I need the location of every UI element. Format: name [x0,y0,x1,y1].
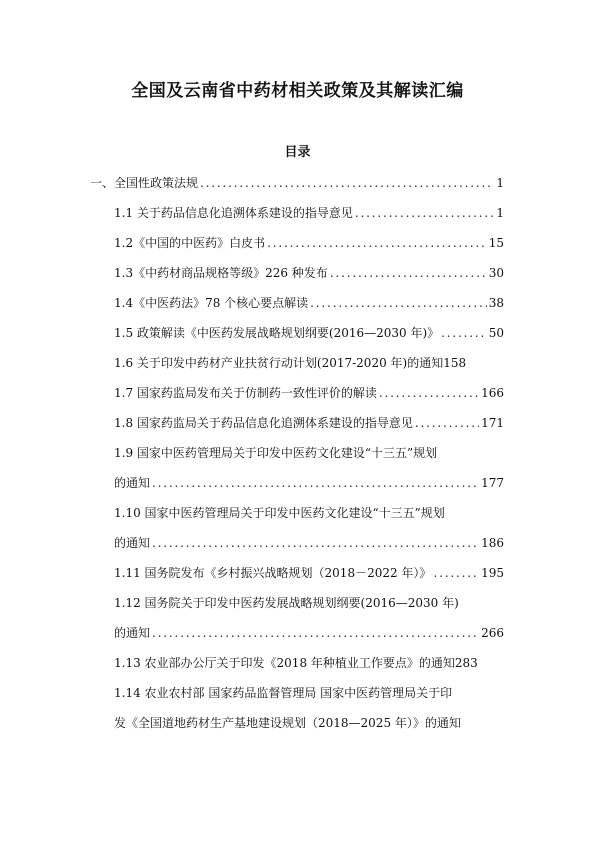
toc-entry-page: 1 [496,176,504,190]
toc-entry-page: 1 [496,206,504,220]
toc-leader [441,323,487,343]
toc-entry-text: 的通知 [114,476,151,490]
toc-entry-text: 发《全国道地药材生产基地建设规划（2018—2025 年）》的通知 [114,716,461,730]
toc-entry[interactable] [114,683,504,703]
toc-leader [267,233,487,253]
toc-entry-text: 1.8 国家药监局关于药品信息化追溯体系建设的指导意见 [114,416,413,430]
toc-leader [310,293,487,313]
toc-entry-text: 1.9 国家中医药管理局关于印发中医药文化建设“十三五”规划 [114,446,438,460]
toc-entry[interactable] [114,443,504,463]
toc-entry-continuation[interactable] [114,623,504,643]
toc-entry-text: 1.6 关于印发中药材产业扶贫行动计划(2017-2020 年)的通知158 [114,356,467,370]
toc-entry-continuation[interactable] [114,473,504,493]
toc-entry-continuation[interactable] [114,713,504,733]
toc-heading: 目录 [284,145,311,160]
toc-entry-text: 1.10 国家中医药管理局关于印发中医药文化建设“十三五”规划 [114,506,445,520]
toc-entry[interactable] [114,233,504,253]
toc-entry[interactable] [114,413,504,433]
toc-entry-page: 177 [481,476,504,490]
toc-entry[interactable] [114,203,504,223]
toc-entry-page: 15 [488,236,504,250]
toc-entry-text: 一、全国性政策法规 [90,176,199,190]
toc-entry-text: 的通知 [114,626,151,640]
toc-entry[interactable] [114,323,504,343]
toc-entry-text: 1.14 农业农村部 国家药品监督管理局 国家中医药管理局关于印 [114,686,453,700]
toc-leader [152,623,479,643]
toc-entry[interactable] [114,653,504,673]
toc-entry[interactable] [90,173,504,193]
toc-entry-page: 50 [488,326,504,340]
toc-entry-page: 38 [488,296,504,310]
toc-entry-page: 186 [481,536,504,550]
toc-entry-text: 1.5 政策解读《中医药发展战略规划纲要(2016—2030 年)》 [114,326,440,340]
toc-entry[interactable] [114,383,504,403]
toc-entry-text: 1.2《中国的中医药》白皮书 [114,236,266,250]
document-title: 全国及云南省中药材相关政策及其解读汇编 [131,81,464,101]
toc-entry-page: 266 [481,626,504,640]
toc-leader [433,563,479,583]
toc-entry-text: 1.12 国务院关于印发中医药发展战略规划纲要(2016—2030 年) [114,596,459,610]
toc-entry-text: 的通知 [114,536,151,550]
toc-leader [152,533,479,553]
toc-leader [152,473,479,493]
toc-entry[interactable] [114,353,504,373]
toc-leader [200,173,494,193]
toc-entry[interactable] [114,593,504,613]
toc-entry-text: 1.7 国家药监局发布关于仿制药一致性评价的解读 [114,386,377,400]
toc-entry-text: 1.3《中药材商品规格等级》226 种发布 [114,266,328,280]
toc-entry[interactable] [114,563,504,583]
toc-entry-text: 1.4《中医药法》78 个核心要点解读 [114,296,309,310]
toc-leader [379,383,479,403]
toc-entry-text: 1.1 关于药品信息化追溯体系建设的指导意见 [114,206,353,220]
toc-entry[interactable] [114,293,504,313]
toc-leader [355,203,494,223]
toc-entry-continuation[interactable] [114,533,504,553]
toc-leader [415,413,479,433]
toc-entry-page: 195 [481,566,504,580]
toc-entry-page: 30 [488,266,504,280]
toc-entry-text: 1.11 国务院发布《乡村振兴战略规划（2018－2022 年）》 [114,566,432,580]
toc-entry-text: 1.13 农业部办公厅关于印发《2018 年种植业工作要点》的通知283 [114,656,478,670]
toc-entry-page: 171 [481,416,504,430]
toc-leader [330,263,487,283]
toc-entry[interactable] [114,503,504,523]
toc-entry-page: 166 [481,386,504,400]
toc-entry[interactable] [114,263,504,283]
